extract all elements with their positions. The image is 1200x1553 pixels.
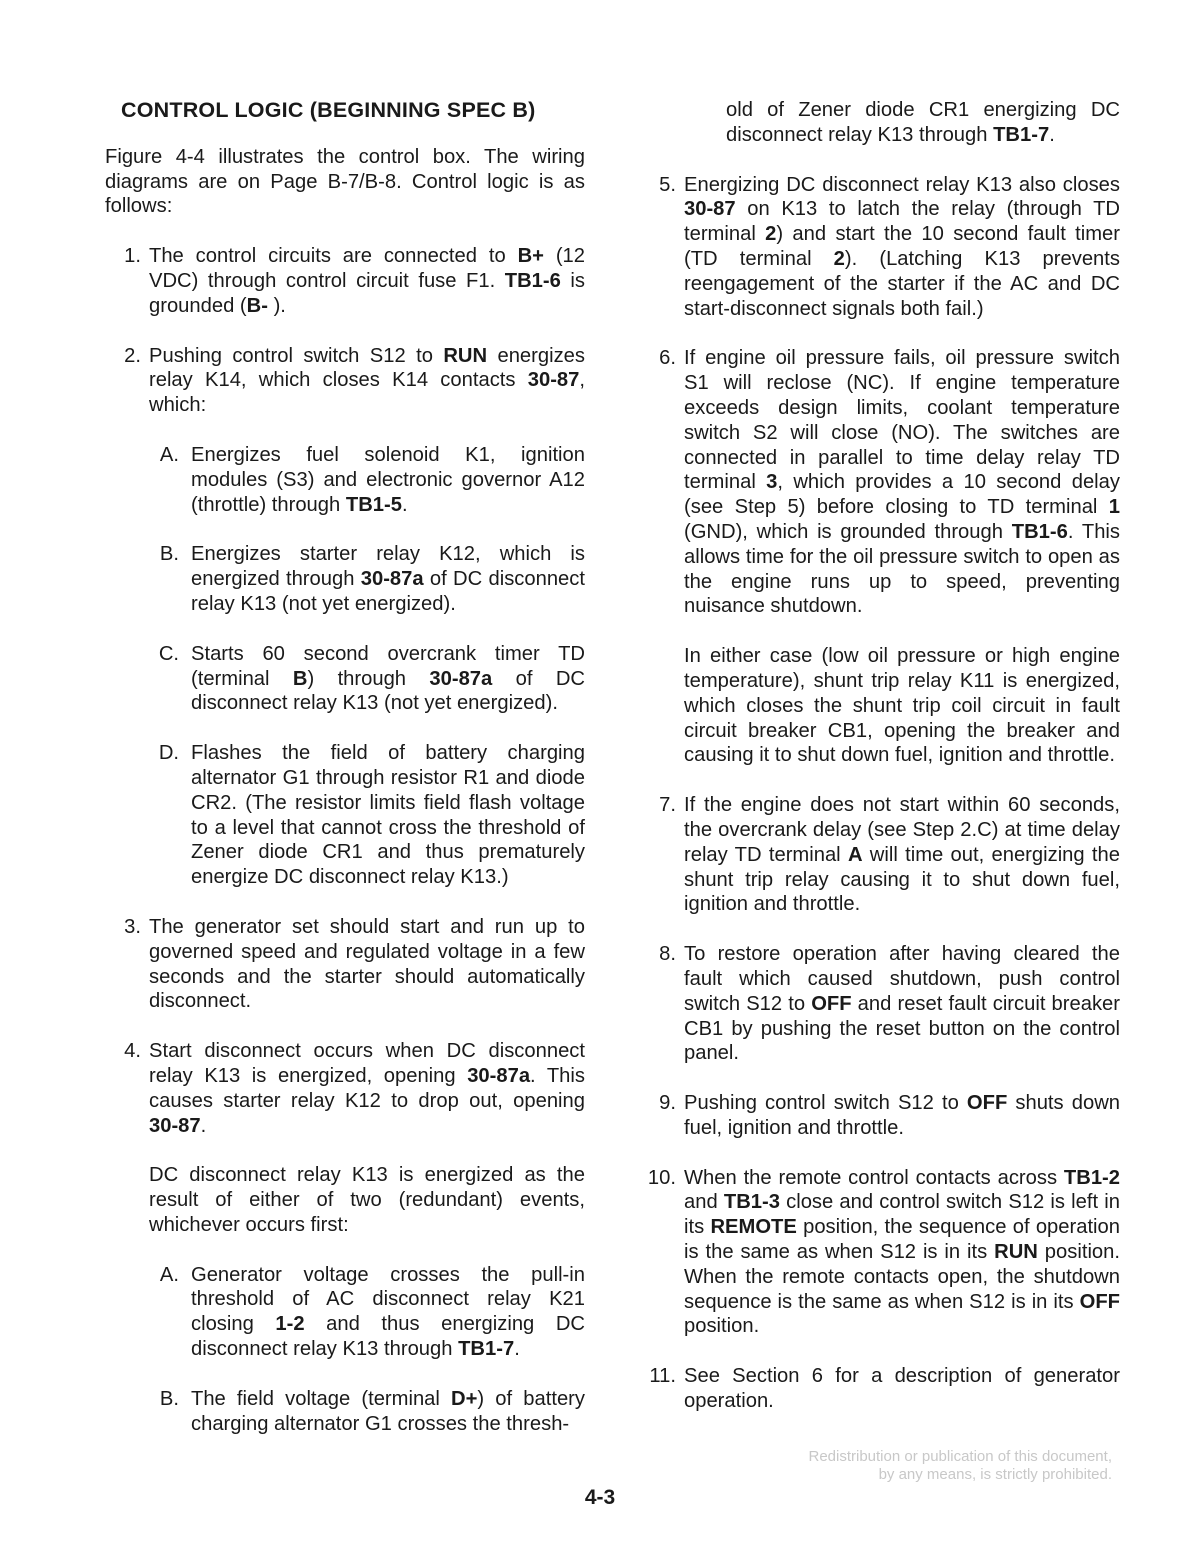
- step-2d: D. Flashes the field of battery charging alternator G1 through resistor R1 and diode CR2. (The resistor limits field flash voltage to a level that cannot cross the threshold of Zener diode CR1 and thus prematurely energize DC disconnect relay K13.): [105, 741, 585, 890]
- step-6: 6. If engine oil pressure fails, oil pressure switch S1 will reclose (NC). If engine temperature exceeds design limits, coolant temperature switch S2 will close (NO). The switches are connected in parallel to time delay relay TD terminal 3, which provides a 10 second delay (see Step 5) before closing to TD terminal 1 (GND), which is grounded through TB1-6. This allows time for the oil pressure switch to open as the engine runs up to speed, preventing nuisance shutdown.: [640, 346, 1120, 619]
- step-10: 10. When the remote control contacts across TB1-2 and TB1-3 close and control switch S12 is left in its REMOTE position, the sequence of operation is the same as when S12 is in its RUN position. When the remote contacts open, the shutdown sequence is the same as when S12 is in its OFF position.: [640, 1166, 1120, 1340]
- step-number: 1.: [124, 245, 141, 268]
- step-5: 5. Energizing DC disconnect relay K13 also closes 30-87 on K13 to latch the relay (through TD terminal 2) and start the 10 second fault timer (TD terminal 2). (Latching K13 prevents reengagement of the starter if the AC and DC start-disconnect signals both fail.): [640, 173, 1120, 322]
- section-title: CONTROL LOGIC (BEGINNING SPEC B): [121, 98, 536, 122]
- intro-paragraph: Figure 4-4 illustrates the control box. The wiring diagrams are on Page B-7/B-8. Control logic is as follows:: [105, 145, 585, 218]
- left-column: [105, 98, 585, 1461]
- step-11: 11. See Section 6 for a description of generator operation.: [640, 1364, 1120, 1414]
- substep-letter: C.: [158, 642, 179, 665]
- step-number: 10.: [647, 1166, 676, 1189]
- step-number: 11.: [649, 1365, 676, 1388]
- step-number: 4.: [124, 1040, 141, 1063]
- step-1: 1. The control circuits are connected to B+ (12 VDC) through control circuit fuse F1. TB1-6 is grounded (B- ).: [105, 244, 585, 318]
- step-2: 2. Pushing control switch S12 to RUN energizes relay K14, which closes K14 contacts 30-87, which:: [105, 344, 585, 418]
- step-7: 7. If the engine does not start within 60 seconds, the overcrank delay (see Step 2.C) at time delay relay TD terminal A will time out, energizing the shunt trip relay causing it to shut down fuel, ignition and throttle.: [640, 793, 1120, 917]
- step-4a: A. Generator voltage crosses the pull-in threshold of AC disconnect relay K21 closing 1-2 and thus energizing DC disconnect relay K13 through TB1-7.: [105, 1263, 585, 1362]
- step-4b: B. The field voltage (terminal D+) of battery charging alternator G1 crosses the thresh-: [105, 1387, 585, 1437]
- step-4-paragraph: DC disconnect relay K13 is energized as the result of either of two (redundant) events, whichever occurs first:: [149, 1164, 585, 1236]
- step-number: 6.: [659, 347, 676, 370]
- step-2a: A. Energizes fuel solenoid K1, ignition modules (S3) and electronic governor A12 (throttle) through TB1-5.: [105, 443, 585, 517]
- step-number: 5.: [659, 173, 676, 196]
- substep-letter: B.: [159, 1387, 179, 1410]
- step-8: 8. To restore operation after having cleared the fault which caused shutdown, push control switch S12 to OFF and reset fault circuit breaker CB1 by pushing the reset button on the control panel.: [640, 942, 1120, 1066]
- redistribution-notice: Redistribution or publication of this document, by any means, is strictly prohibited.: [808, 1448, 1112, 1483]
- step-2b: B. Energizes starter relay K12, which is energized through 30-87a of DC disconnect relay K13 (not yet energized).: [105, 542, 585, 616]
- step-number: 3.: [124, 915, 141, 938]
- page-number: 4-3: [584, 1486, 616, 1509]
- step-number: 7.: [659, 794, 676, 817]
- step-number: 2.: [124, 344, 141, 367]
- step-2c: C. Starts 60 second overcrank timer TD (terminal B) through 30-87a of DC disconnect relay K13 (not yet energized).: [105, 642, 585, 716]
- step-9: 9. Pushing control switch S12 to OFF shuts down fuel, ignition and throttle.: [640, 1091, 1120, 1141]
- step-4b-continued: old of Zener diode CR1 energizing DC disconnect relay K13 through TB1-7.: [726, 99, 1120, 146]
- right-column: [640, 98, 1120, 1439]
- step-6-paragraph: In either case (low oil pressure or high engine temperature), shunt trip relay K11 is energized, which closes the shunt trip coil circuit in fault circuit breaker CB1, opening the breaker and causing it to shut down fuel, ignition and throttle.: [684, 645, 1120, 767]
- substep-letter: B.: [159, 543, 179, 566]
- step-number: 9.: [659, 1092, 676, 1115]
- substep-letter: A.: [159, 1263, 179, 1286]
- step-3: 3. The generator set should start and run up to governed speed and regulated voltage in a few seconds and the starter should automatically disconnect.: [105, 915, 585, 1014]
- substep-letter: D.: [158, 742, 179, 765]
- step-4: 4. Start disconnect occurs when DC disconnect relay K13 is energized, opening 30-87a. This causes starter relay K12 to drop out, opening 30-87.: [105, 1039, 585, 1138]
- step-number: 8.: [659, 943, 676, 966]
- substep-letter: A.: [159, 443, 179, 466]
